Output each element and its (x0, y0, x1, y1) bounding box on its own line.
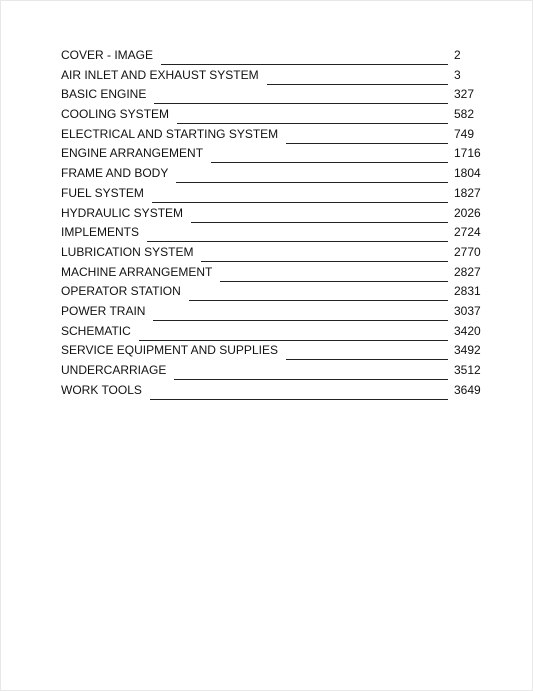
toc-entry[interactable] (61, 68, 486, 88)
toc-entry-page: 2827 (454, 264, 481, 279)
toc-entry-title: ELECTRICAL AND STARTING SYSTEM (61, 126, 279, 141)
toc-entry-page: 2770 (454, 244, 481, 259)
toc-entry-title: POWER TRAIN (61, 303, 146, 318)
toc-entry[interactable] (61, 343, 486, 363)
toc-entry-page: 3512 (454, 363, 481, 377)
toc-leader-line (153, 320, 448, 321)
toc-entry-title: WORK TOOLS (61, 382, 142, 397)
toc-entry-title: ENGINE ARRANGEMENT (61, 146, 204, 161)
toc-entry-title: OPERATOR STATION (61, 284, 181, 299)
toc-entry-page: 2026 (454, 205, 481, 220)
toc-leader-line (189, 300, 448, 301)
toc-entry[interactable] (61, 48, 486, 68)
toc-leader-line (177, 123, 448, 124)
toc-leader-line (154, 103, 448, 104)
toc-entry[interactable] (61, 166, 486, 186)
toc-entry-title: UNDERCARRIAGE (61, 363, 167, 377)
toc-entry[interactable] (61, 206, 486, 226)
toc-entry[interactable] (61, 146, 486, 166)
toc-leader-line (150, 399, 448, 400)
toc-entry-title: BASIC ENGINE (61, 87, 147, 102)
toc-entry-page: 749 (454, 126, 475, 141)
toc-entry-page: 3492 (454, 343, 481, 358)
toc-entry-title: LUBRICATION SYSTEM (61, 244, 194, 259)
toc-entry-title: COVER - IMAGE (61, 48, 154, 62)
toc-leader-line (267, 84, 448, 85)
toc-entry-title: AIR INLET AND EXHAUST SYSTEM (61, 67, 259, 82)
toc-entry-title: HYDRAULIC SYSTEM (61, 205, 184, 220)
toc-leader-line (147, 241, 448, 242)
toc-entry-title: SERVICE EQUIPMENT AND SUPPLIES (61, 343, 278, 358)
toc-entry[interactable] (61, 245, 486, 265)
toc-entry-title: COOLING SYSTEM (61, 107, 170, 122)
table-of-contents (61, 48, 486, 402)
toc-leader-line (286, 359, 448, 360)
toc-leader-line (161, 64, 448, 65)
toc-entry[interactable] (61, 383, 486, 403)
toc-entry[interactable] (61, 186, 486, 206)
toc-entry-page: 3420 (454, 323, 481, 338)
toc-entry-page: 3649 (454, 382, 481, 397)
toc-entry-title: FUEL SYSTEM (61, 185, 144, 200)
toc-entry[interactable] (61, 87, 486, 107)
toc-entry-page: 1827 (454, 185, 481, 200)
toc-leader-line (220, 281, 448, 282)
toc-entry[interactable] (61, 107, 486, 127)
toc-entry[interactable] (61, 127, 486, 147)
toc-entry[interactable] (61, 304, 486, 324)
toc-leader-line (176, 182, 448, 183)
toc-leader-line (191, 222, 448, 223)
toc-entry-title: IMPLEMENTS (61, 225, 140, 240)
toc-entry-page: 1804 (454, 166, 481, 181)
toc-entry-page: 3037 (454, 303, 481, 318)
toc-leader-line (152, 202, 448, 203)
toc-entry-page: 582 (454, 107, 475, 122)
toc-leader-line (286, 143, 448, 144)
toc-entry[interactable] (61, 225, 486, 245)
toc-entry[interactable] (61, 284, 486, 304)
toc-entry-page: 2 (454, 48, 461, 62)
toc-entry-page: 327 (454, 87, 475, 102)
toc-entry[interactable] (61, 363, 486, 383)
toc-entry-page: 2831 (454, 284, 481, 299)
toc-entry-page: 1716 (454, 146, 481, 161)
toc-leader-line (174, 379, 448, 380)
toc-entry[interactable] (61, 324, 486, 344)
toc-leader-line (211, 162, 448, 163)
toc-entry[interactable] (61, 265, 486, 285)
toc-entry-page: 2724 (454, 225, 481, 240)
toc-entry-title: SCHEMATIC (61, 323, 131, 338)
toc-entry-title: MACHINE ARRANGEMENT (61, 264, 213, 279)
toc-leader-line (139, 340, 448, 341)
toc-entry-page: 3 (454, 67, 461, 82)
toc-entry-title: FRAME AND BODY (61, 166, 169, 181)
toc-leader-line (201, 261, 448, 262)
